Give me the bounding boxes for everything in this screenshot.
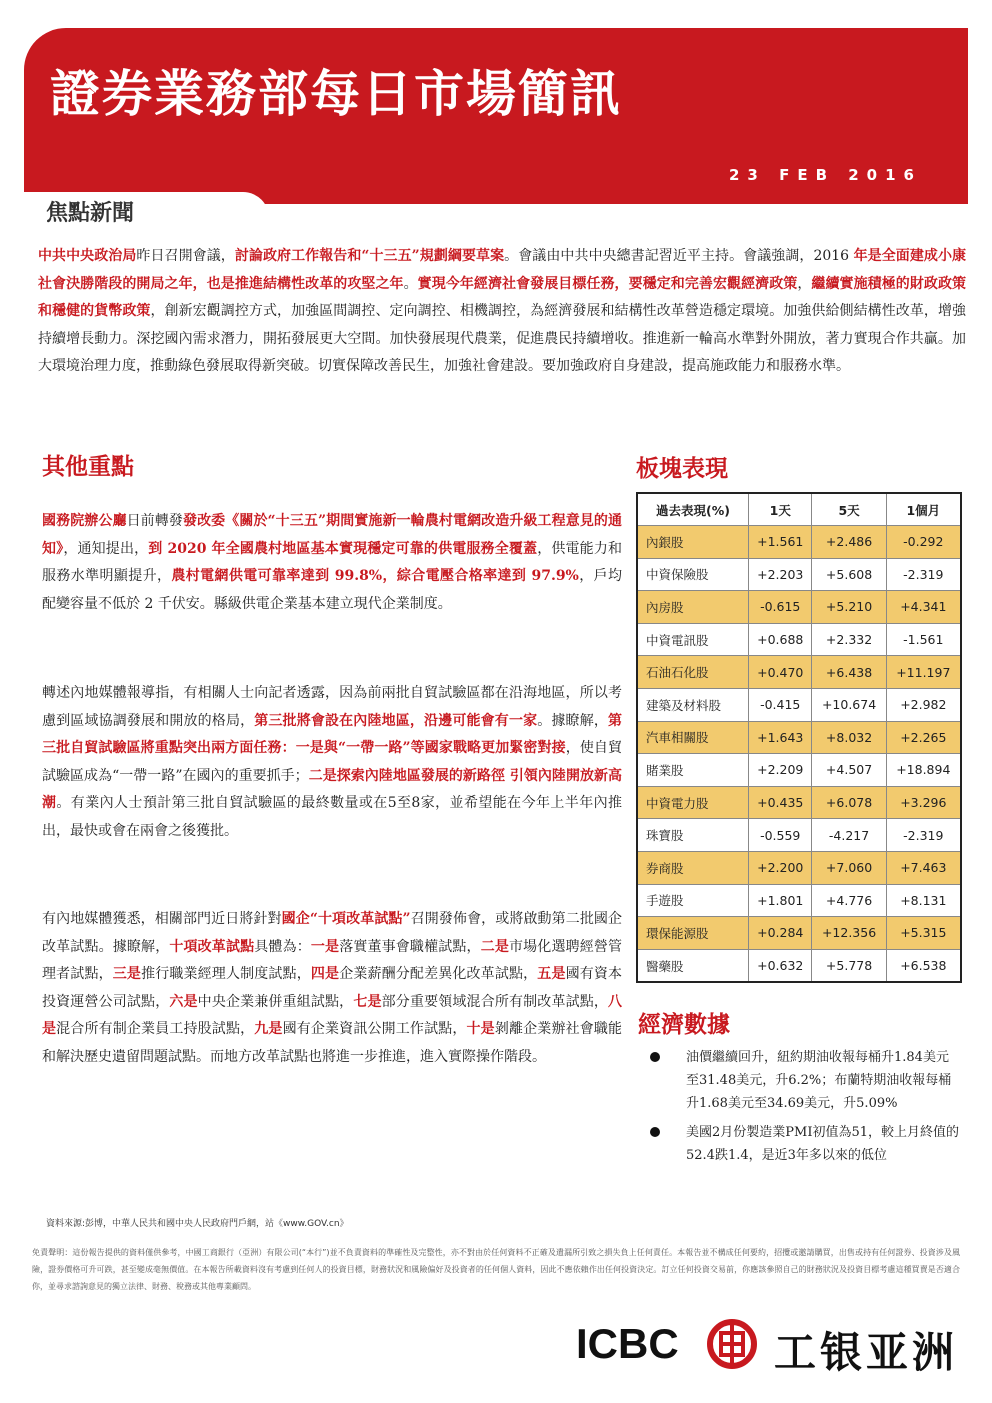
highlight-text: 四是 <box>310 966 340 982</box>
body-text: 。有業內人士預計第三批自貿試驗區的最終數量或在5至8家，並希望能在今年上半年內推出，最快或會在兩會之後獲批。 <box>42 795 623 839</box>
table-row <box>637 721 961 754</box>
one-day-cell: +0.688 <box>749 623 812 656</box>
economic-data-list <box>650 1046 960 1173</box>
five-day-cell: +4.776 <box>812 884 886 917</box>
one-day-cell: +1.643 <box>749 721 812 754</box>
one-month-cell: -2.319 <box>886 558 961 591</box>
sector-name-cell: 券商股 <box>637 851 749 884</box>
body-text: ，供電能力和服務水準明顯提升， <box>42 540 623 584</box>
header-1day: 1天 <box>749 493 812 526</box>
highlight-text: 發改委《關於“十三五”期間實施新一輪農村電網改造升級工程意見的通知》 <box>42 513 623 557</box>
sector-name-cell: 建築及材料股 <box>637 688 749 721</box>
one-day-cell: +2.209 <box>749 754 812 787</box>
one-month-cell: +2.982 <box>886 688 961 721</box>
source-note: 資料來源:彭博，中華人民共和國中央人民政府門戶網，站《www.GOV.cn》 <box>46 1219 349 1229</box>
focus-news-heading: 焦點新聞 <box>46 201 135 226</box>
body-text: 市場化選聘經營管理者試點， <box>42 938 623 982</box>
table-row <box>637 656 961 689</box>
five-day-cell: +10.674 <box>812 688 886 721</box>
five-day-cell: +12.356 <box>812 917 886 950</box>
highlight-text: 第三批將會設在內陸地區，沿邊可能會有一家 <box>254 712 538 729</box>
body-text: ， <box>797 275 812 292</box>
body-text: 部分重要領域混合所有制改革試點， <box>381 993 609 1010</box>
body-text: 國有企業資訊公開工作試點， <box>282 1021 467 1037</box>
sector-performance-table <box>636 492 962 983</box>
table-row <box>637 688 961 721</box>
table-header-row <box>637 493 961 526</box>
one-month-cell: +3.296 <box>886 786 961 819</box>
table-row <box>637 819 961 852</box>
table-row <box>637 917 961 950</box>
body-text: 混合所有制企業員工持股試點， <box>56 1021 255 1037</box>
one-day-cell: -0.615 <box>749 591 812 624</box>
body-text: 。會議由中共中央總書記習近平主持。會議強調，2016 <box>504 248 854 264</box>
highlight-text: 五是 <box>537 966 566 982</box>
one-month-cell: -2.319 <box>886 819 961 852</box>
five-day-cell: +8.032 <box>812 721 886 754</box>
highlight-text: 六是 <box>169 993 198 1010</box>
other-paragraph-1 <box>42 508 622 618</box>
one-day-cell: -0.559 <box>749 819 812 852</box>
body-text: ，創新宏觀調控方式，加強區間調控、定向調控、相機調控，為經濟發展和結構性改革營造穩定環境。加強供給側結構性改革，增強持續增長動力。深挖國內需求潛力，開拓發展更大空間。加快發展現代農業，促進農民持續增收。推進新一輪高水準對外開放，著力實現合作共贏。加大環境治理力度，推動綠色發展取得新突破。切實保障改善民生，加強社會建設。要加強政府自身建設，提高施政能力和服務水準。 <box>38 303 967 374</box>
five-day-cell: +5.778 <box>812 949 886 982</box>
header-1month: 1個月 <box>886 493 961 526</box>
five-day-cell: +4.507 <box>812 754 886 787</box>
body-text: 轉述內地媒體報導指，有相關人士向記者透露，因為前兩批自貿試驗區都在沿海地區，所以考慮到區域協調發展和開放的格局， <box>42 685 622 729</box>
sector-name-cell: 內房股 <box>637 591 749 624</box>
table-row <box>637 558 961 591</box>
one-day-cell: +0.470 <box>749 656 812 689</box>
one-month-cell: +4.341 <box>886 591 961 624</box>
body-text: 國有資本投資運營公司試點， <box>42 966 623 1010</box>
one-month-cell: +8.131 <box>886 884 961 917</box>
sector-name-cell: 手遊股 <box>637 884 749 917</box>
body-text: 召開發佈會，或將啟動第二批國企改革試點。據瞭解， <box>42 911 623 955</box>
highlight-text: 農村電網供電可靠率達到 99.8%，綜合電壓合格率達到 97.9% <box>171 568 579 584</box>
body-text: 。據瞭解， <box>537 712 608 729</box>
table-row <box>637 591 961 624</box>
highlight-text: 到 2020 年全國農村地區基本實現穩定可靠的供電服務全覆蓋 <box>148 540 538 557</box>
economic-item-text: 油價繼續回升，紐約期油收報每桶升1.84美元至31.48美元，升6.2%；布蘭特期油收報每桶升1.68美元至34.69美元，升5.09% <box>686 1050 952 1111</box>
icbc-emblem-icon <box>706 1318 758 1370</box>
page-title: 證券業務部每日市場簡訊 <box>50 65 622 123</box>
highlight-text: 八是 <box>42 993 623 1037</box>
highlight-text: 三是 <box>112 966 142 982</box>
body-text: 剝離企業辦社會職能和解決歷史遺留問題試點。而地方改革試點也將進一步推進，進入實際操作階段。 <box>42 1021 623 1065</box>
one-month-cell: +11.197 <box>886 656 961 689</box>
body-text: 具體為： <box>254 938 311 955</box>
highlight-text: 十是 <box>466 1021 495 1037</box>
economic-item-text: 美國2月份製造業PMI初值為51，較上月終值的52.4跌1.4，是近3年多以來的低位 <box>686 1125 960 1163</box>
sector-name-cell: 中資電力股 <box>637 786 749 819</box>
other-highlights-heading: 其他重點 <box>42 454 134 480</box>
table-row <box>637 949 961 982</box>
one-day-cell: +1.801 <box>749 884 812 917</box>
highlight-text: 年是全面建成小康社會決勝階段的開局之年，也是推進結構性改革的攻堅之年 <box>38 248 967 292</box>
body-text: ，戶均配變容量不低於 2 千伏安。縣級供電企業基本建立現代企業制度。 <box>42 568 622 612</box>
one-month-cell: -0.292 <box>886 526 961 559</box>
highlight-text: 實現今年經濟社會發展目標任務，要穩定和完善宏觀經濟政策 <box>417 275 798 292</box>
highlight-text: 十項改革試點 <box>169 938 255 955</box>
five-day-cell: +5.608 <box>812 558 886 591</box>
one-day-cell: +2.203 <box>749 558 812 591</box>
sector-name-cell: 珠寶股 <box>637 819 749 852</box>
report-date: 23 FEB 2016 <box>729 166 922 184</box>
highlight-text: 七是 <box>353 993 382 1010</box>
header-past-performance: 過去表現(%) <box>637 493 749 526</box>
sector-name-cell: 中資保險股 <box>637 558 749 591</box>
one-day-cell: +1.561 <box>749 526 812 559</box>
sector-name-cell: 環保能源股 <box>637 917 749 950</box>
five-day-cell: +5.210 <box>812 591 886 624</box>
highlight-text: 第三批自貿試驗區將重點突出兩方面任務：一是與“一帶一路”等國家戰略更加緊密對接 <box>42 712 622 756</box>
disclaimer: 免責聲明：這份報告提供的資料僅供參考，中國工商銀行（亞洲）有限公司(“本行”)並不負責資料的準確性及完整性，亦不對由於任何資料不正確及遺漏所引致之損失負上任何責任。本報告並不構成任何要約，招攬或邀請購買，出售或持有任何證券、投資涉及風險，證券價格可升可跌，甚至變成毫無價值。在本報告所載資料沒有考慮到任何人的投資目標，財務狀況和風險偏好及投資者的任何個人資料，因此不應依賴作出任何投資決定。訂立任何投資交易前，你應該參照自己的財務狀況及投資目標考慮這種買賣是否適合你，並尋求諮詢意見的獨立法律、財務、稅務或其他專業顧問。 <box>32 1248 960 1291</box>
sector-name-cell: 內銀股 <box>637 526 749 559</box>
one-month-cell: +7.463 <box>886 851 961 884</box>
one-day-cell: +2.200 <box>749 851 812 884</box>
body-text: 推行職業經理人制度試點， <box>141 966 311 982</box>
one-month-cell: +18.894 <box>886 754 961 787</box>
logo-text-zh: 工银亚洲 <box>774 1329 959 1376</box>
sector-name-cell: 中資電訊股 <box>637 623 749 656</box>
body-text: 。 <box>403 275 418 292</box>
one-month-cell: -1.561 <box>886 623 961 656</box>
one-day-cell: +0.284 <box>749 917 812 950</box>
sector-name-cell: 汽車相關股 <box>637 721 749 754</box>
highlight-text: 九是 <box>254 1021 283 1037</box>
five-day-cell: +2.332 <box>812 623 886 656</box>
one-month-cell: +2.265 <box>886 721 961 754</box>
list-item <box>650 1121 960 1167</box>
bullet-icon <box>650 1052 660 1062</box>
body-text: 有內地媒體獲悉，相關部門近日將針對 <box>42 911 282 927</box>
table-row <box>637 884 961 917</box>
five-day-cell: +7.060 <box>812 851 886 884</box>
body-text: 落實董事會職權試點， <box>339 938 481 955</box>
highlight-text: 討論政府工作報告和“十三五”規劃綱要草案 <box>234 248 505 264</box>
sector-name-cell: 石油石化股 <box>637 656 749 689</box>
header-5day: 5天 <box>812 493 886 526</box>
highlight-text: 繼續實施積極的財政政策和穩健的貨幣政策 <box>38 275 967 319</box>
one-day-cell: +0.632 <box>749 949 812 982</box>
one-month-cell: +5.315 <box>886 917 961 950</box>
table-row <box>637 851 961 884</box>
body-text: ，通知提出， <box>63 540 149 557</box>
list-item <box>650 1046 960 1115</box>
highlight-text: 國務院辦公廳 <box>42 513 127 529</box>
table-row <box>637 526 961 559</box>
sector-performance-heading: 板塊表現 <box>636 456 728 482</box>
highlight-text: 二是 <box>480 938 509 955</box>
body-text: 日前轉發 <box>126 513 183 529</box>
other-paragraph-3 <box>42 906 622 1071</box>
five-day-cell: -4.217 <box>812 819 886 852</box>
icbc-logo <box>576 1318 966 1374</box>
table-row <box>637 754 961 787</box>
bullet-icon <box>650 1127 660 1137</box>
five-day-cell: +6.438 <box>812 656 886 689</box>
economic-data-heading: 經濟數據 <box>638 1012 730 1038</box>
one-day-cell: +0.435 <box>749 786 812 819</box>
body-text: ，使自貿試驗區成為“一帶一路”在國內的重要抓手； <box>42 740 623 784</box>
sector-name-cell: 醫藥股 <box>637 949 749 982</box>
table-row <box>637 786 961 819</box>
highlight-text: 二是探索內陸地區發展的新路徑 引領內陸開放新高潮 <box>42 767 622 811</box>
highlight-text: 一是 <box>310 938 340 955</box>
focus-news-body <box>38 243 966 381</box>
body-text: 企業薪酬分配差異化改革試點， <box>339 966 538 982</box>
one-month-cell: +6.538 <box>886 949 961 982</box>
sector-name-cell: 賭業股 <box>637 754 749 787</box>
highlight-text: 中共中央政治局 <box>38 248 137 264</box>
body-text: 中央企業兼併重組試點， <box>197 993 354 1010</box>
five-day-cell: +6.078 <box>812 786 886 819</box>
one-day-cell: -0.415 <box>749 688 812 721</box>
body-text: 昨日召開會議， <box>136 248 235 264</box>
logo-text-en: ICBC <box>576 1320 679 1367</box>
highlight-text: 國企“十項改革試點” <box>281 911 411 927</box>
other-paragraph-2 <box>42 680 622 845</box>
five-day-cell: +2.486 <box>812 526 886 559</box>
table-row <box>637 623 961 656</box>
